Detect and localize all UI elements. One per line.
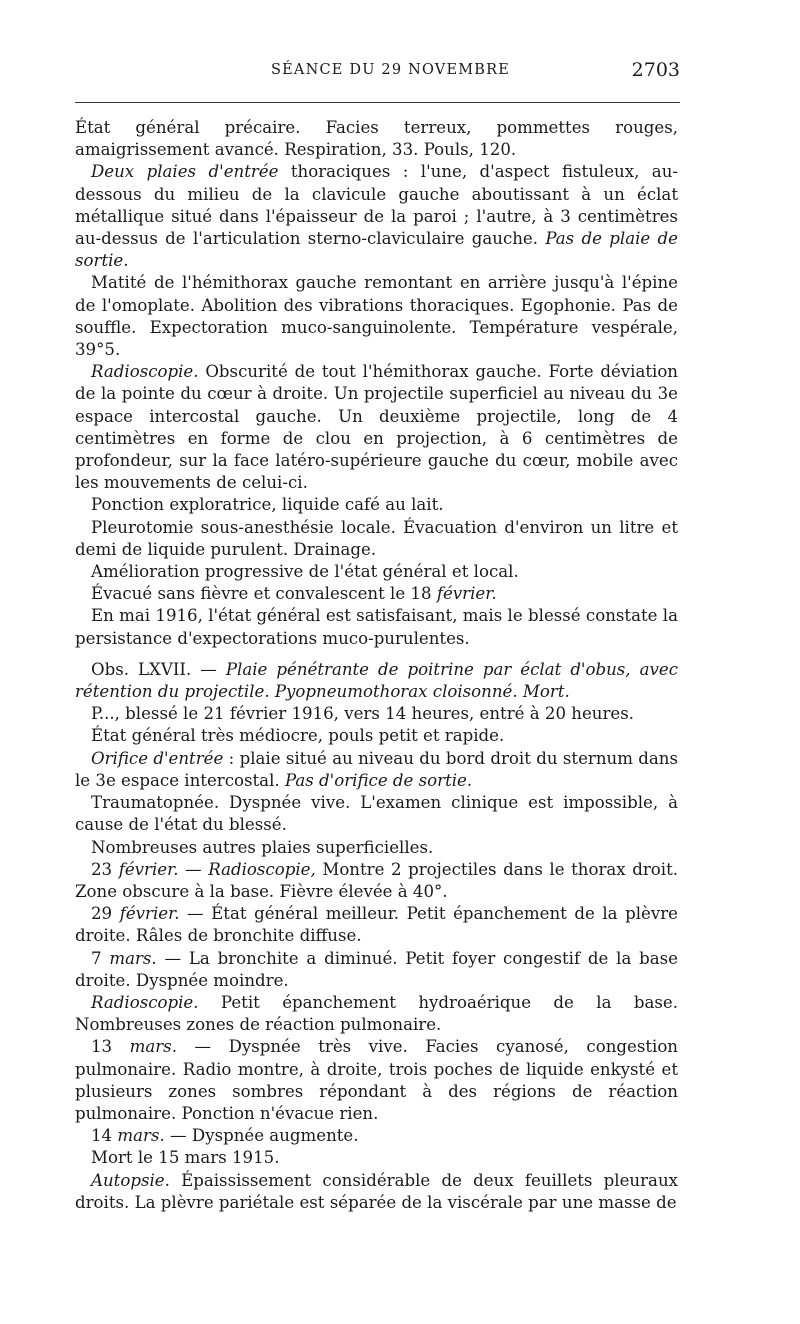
italic-text: février.	[119, 904, 180, 924]
paragraph	[75, 659, 678, 703]
paragraph	[75, 792, 678, 836]
paragraph	[75, 561, 678, 583]
italic-text: Pas d'orifice de sortie.	[284, 770, 473, 790]
text-run: — Dyspnée augmente.	[164, 1126, 359, 1146]
italic-text: Autopsie.	[91, 1170, 170, 1190]
text-run: Montre 2 projectiles dans le thorax droit. Zone obscure à la base. Fièvre élevée à 40°.	[75, 859, 679, 901]
paragraph	[75, 992, 678, 1036]
italic-text: Pas de plaie de sortie.	[75, 229, 678, 271]
text-run: thoraciques : l'une, d'aspect fistuleux, au-dessous du milieu de la clavicule gauche aboutissant à un éclat métallique situé dans l'épaisseur de la paroi ; l'autre, à 3 centimètres au-dessus de l'articulation sterno-claviculaire gauche.	[75, 162, 678, 249]
text-run: Pleurotomie sous-anesthésie locale. Évacuation d'environ un litre et demi de liquide purulent. Drainage.	[75, 517, 678, 559]
paragraph	[75, 272, 678, 361]
text-run: Obs. LXVII. —	[91, 659, 226, 679]
italic-text: Plaie pénétrante de poitrine par éclat d'obus, avec rétention du projectile. Pyopneumothorax cloisonné. Mort.	[75, 659, 678, 702]
text-run: Petit épanchement hydroaérique de la base. Nombreuses zones de réaction pulmonaire.	[75, 992, 678, 1035]
running-title: SÉANCE DU 29 NOVEMBRE	[271, 62, 511, 78]
italic-text: février.	[436, 584, 497, 604]
paragraph	[75, 1125, 678, 1147]
text-run: 14	[91, 1126, 118, 1146]
paragraph	[75, 725, 678, 747]
text-run: État général très médiocre, pouls petit et rapide.	[91, 726, 505, 746]
paragraph	[75, 517, 678, 561]
italic-text: Radioscopie.	[91, 992, 199, 1012]
italic-text: mars.	[129, 1037, 177, 1057]
italic-text: février. — Radioscopie,	[118, 859, 316, 879]
italic-text: Orifice d'entrée	[91, 748, 224, 768]
italic-text: Radioscopie.	[91, 362, 199, 382]
paragraph	[75, 117, 678, 161]
text-run: Nombreuses autres plaies superficielles.	[91, 837, 434, 857]
paragraph	[75, 837, 678, 859]
text-run: 13	[91, 1037, 130, 1057]
text-run: Ponction exploratrice, liquide café au lait.	[91, 495, 444, 515]
page-number: 2703	[631, 59, 680, 81]
paragraph	[75, 494, 678, 516]
text-run: Matité de l'hémithorax gauche remontant en arrière jusqu'à l'épine de l'omoplate. Abolition des vibrations thoraciques. Egophonie. Pas de souffle. Expectoration muco-sanguinolente. Température vespérale, 39°5.	[75, 273, 678, 360]
paragraph	[75, 583, 678, 605]
text-run: — Dyspnée très vive. Facies cyanosé, congestion pulmonaire. Radio montre, à droite, trois poches de liquide enkysté et plusieurs zones sombres répondant à des régions de réaction pulmonaire. Ponction n'évacue rien.	[75, 1037, 678, 1123]
paragraph	[75, 605, 678, 649]
paragraph	[75, 1147, 678, 1169]
body-text	[75, 117, 678, 1214]
text-run: Amélioration progressive de l'état général et local.	[91, 562, 519, 582]
text-run: Évacué sans fièvre et convalescent le 18	[91, 584, 437, 604]
text-run: P..., blessé le 21 février 1916, vers 14 heures, entré à 20 heures.	[91, 704, 635, 724]
text-run: État général précaire. Facies terreux, pommettes rouges, amaigrissement avancé. Respiration, 33. Pouls, 120.	[75, 118, 678, 160]
text-run: Traumatopnée. Dyspnée vive. L'examen clinique est impossible, à cause de l'état du blessé.	[75, 793, 678, 835]
paragraph	[75, 1036, 678, 1125]
text-run: 29	[91, 904, 120, 924]
paragraph	[75, 859, 678, 903]
paragraph	[75, 1170, 678, 1214]
text-run: — La bronchite a diminué. Petit foyer congestif de la base droite. Dyspnée moindre.	[75, 948, 678, 990]
paragraph	[75, 948, 678, 992]
paragraph	[75, 748, 678, 792]
text-run: 23	[91, 859, 119, 879]
text-run: Obscurité de tout l'hémithorax gauche. Forte déviation de la pointe du cœur à droite. Un projectile superficiel au niveau du 3e espace intercostal gauche. Un deuxième projectile, long de 4 centimètres en forme de clou en projection, à 6 centimètres de profondeur, sur la face latéro-supérieure gauche du cœur, mobile avec les mouvements de celui-ci.	[75, 362, 678, 493]
paragraph	[75, 903, 678, 947]
italic-text: mars.	[117, 1126, 165, 1146]
text-run: En mai 1916, l'état général est satisfaisant, mais le blessé constate la persistance d'expectorations muco-purulentes.	[75, 606, 678, 648]
paragraph	[75, 361, 678, 494]
header-rule	[75, 102, 680, 103]
italic-text: Deux plaies d'entrée	[91, 162, 279, 182]
text-run: — État général meilleur. Petit épanchement de la plèvre droite. Râles de bronchite diffuse.	[75, 904, 679, 946]
text-run: : plaie situé au niveau du bord droit du sternum dans le 3e espace intercostal.	[75, 748, 678, 790]
text-run: Épaississement considérable de deux feuillets pleuraux droits. La plèvre pariétale est séparée de la viscérale par une masse de	[75, 1170, 678, 1212]
paragraph	[75, 161, 678, 272]
paragraph	[75, 703, 678, 725]
text-run: Mort le 15 mars 1915.	[91, 1148, 280, 1168]
italic-text: mars.	[109, 948, 157, 968]
page-header	[75, 59, 680, 88]
text-run: 7	[91, 948, 110, 968]
